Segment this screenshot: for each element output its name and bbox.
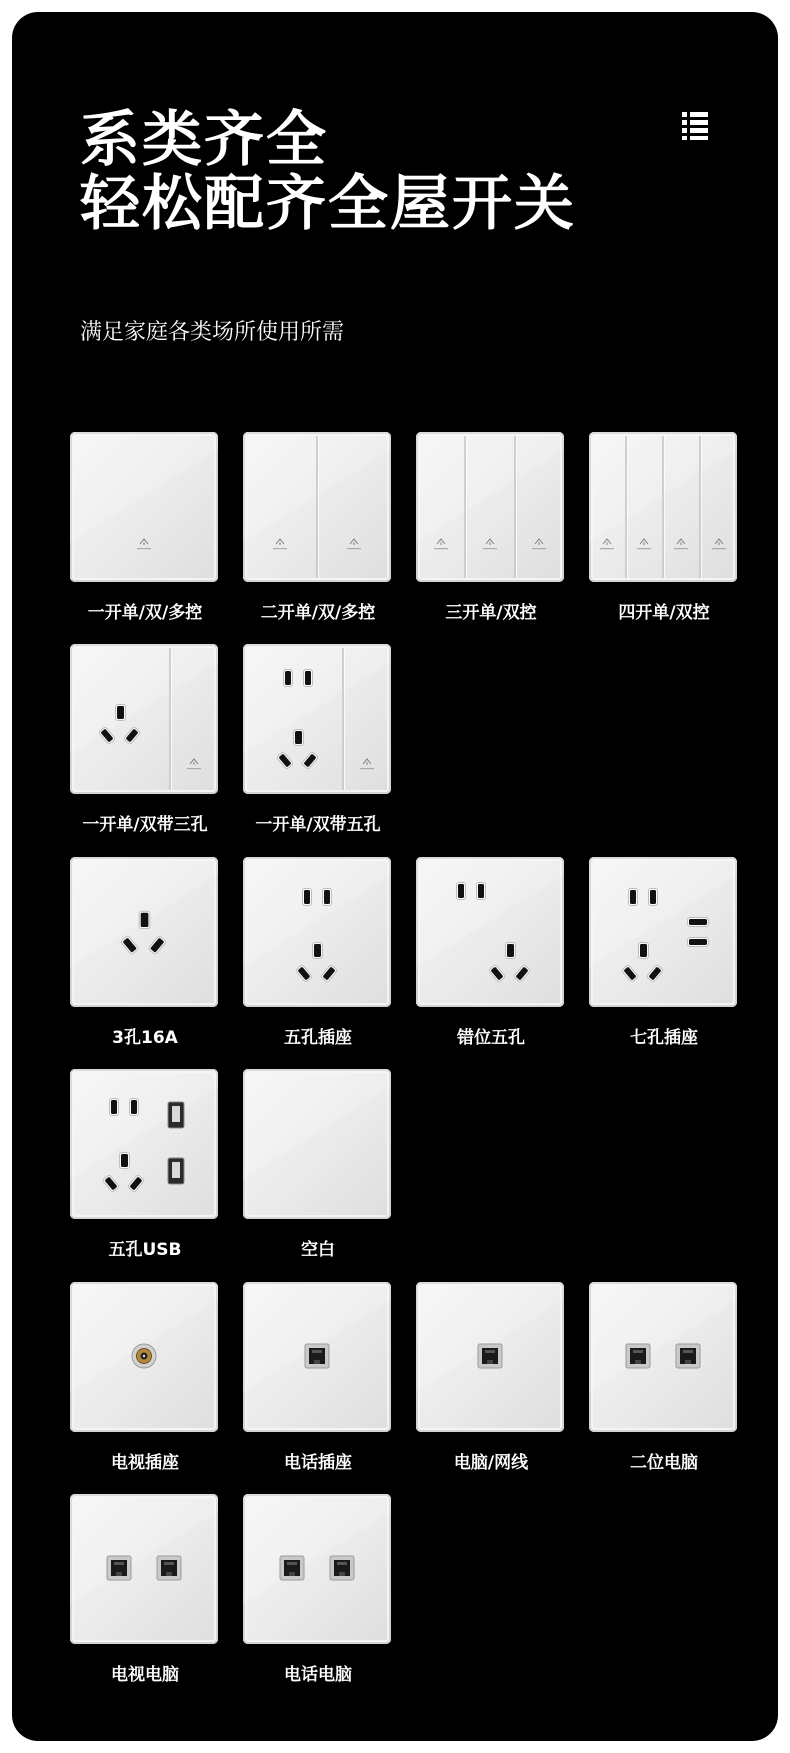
phone-network-panel [243,1494,391,1644]
product-label: 电话电脑 [284,1665,352,1685]
switch-5hole-panel [243,644,391,794]
product-label: 空白 [301,1240,335,1260]
product-label: 电视插座 [111,1453,179,1473]
socket-7hole-panel [589,857,737,1007]
socket-5hole-panel [243,857,391,1007]
page-title-line1: 系类齐全 [80,105,328,175]
page-subtitle: 满足家庭各类场所使用所需 [80,320,345,345]
phone-panel [243,1282,391,1432]
socket-5hole-offset-panel [416,857,564,1007]
product-label: 电话插座 [284,1453,352,1473]
tv-panel [70,1282,218,1432]
product-label: 三开单/双控 [445,603,537,623]
product-label: 一开单/双/多控 [87,603,203,623]
product-label: 3孔16A [112,1028,178,1048]
product-label: 一开单/双带五孔 [255,815,381,835]
product-label: 电脑/网线 [453,1453,529,1473]
blank-panel [243,1069,391,1219]
socket-3hole-panel [70,857,218,1007]
product-label: 七孔插座 [630,1028,698,1048]
product-label: 错位五孔 [457,1028,525,1048]
switch-2-panel [243,432,391,582]
product-label: 二开单/双/多控 [260,603,376,623]
socket-5hole-usb-panel [70,1069,218,1219]
product-label: 四开单/双控 [618,603,710,623]
network-2-panel [589,1282,737,1432]
switch-4-panel [589,432,737,582]
tv-network-panel [70,1494,218,1644]
product-label: 电视电脑 [111,1665,179,1685]
product-label: 二位电脑 [630,1453,698,1473]
switch-3hole-panel [70,644,218,794]
switch-3-panel [416,432,564,582]
product-label: 五孔插座 [284,1028,352,1048]
network-panel [416,1282,564,1432]
switch-1-panel [70,432,218,582]
page-title-line2: 轻松配齐全屋开关 [80,169,576,239]
product-label: 五孔USB [108,1240,182,1260]
product-label: 一开单/双带三孔 [82,815,208,835]
